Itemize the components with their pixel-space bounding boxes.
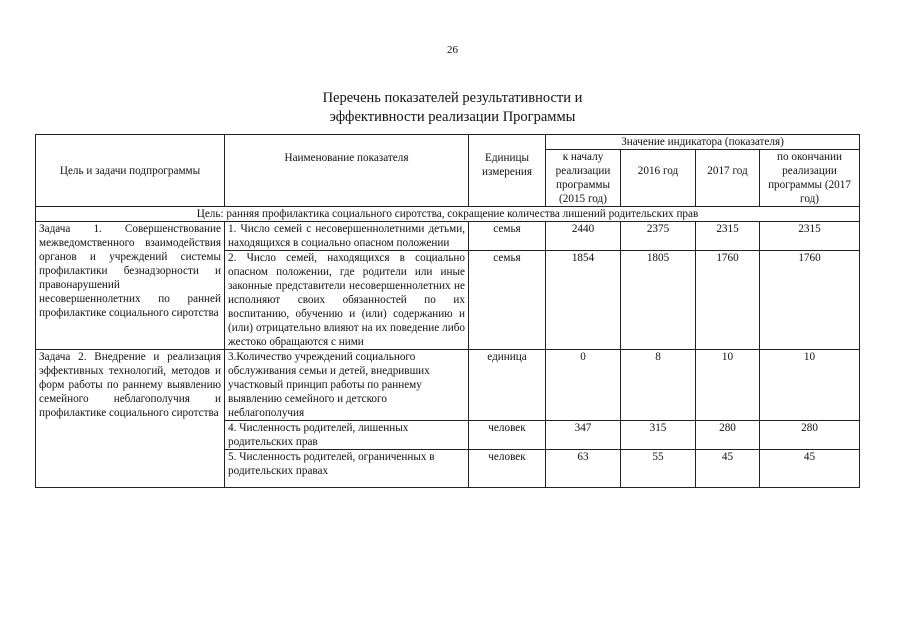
value-end: 280 [760,421,860,450]
value-2016: 8 [621,350,696,421]
title-line-1: Перечень показателей результативности и [322,90,583,106]
indicator-name: 5. Численность родителей, ограниченных в родительских правах [225,450,469,488]
value-2017: 2315 [696,222,760,251]
value-start: 1854 [546,251,621,350]
value-start: 347 [546,421,621,450]
header-start: к началу реализации программы (2015 год) [546,150,621,207]
value-2016: 2375 [621,222,696,251]
value-start: 63 [546,450,621,488]
indicator-name: 4. Численность родителей, лишенных родительских прав [225,421,469,450]
task-2-cell: Задача 2. Внедрение и реализация эффективных технологий, методов и форм работы по раннему выявлению семейного неблагополучия и профилактике социального сиротства [36,350,225,488]
header-2016: 2016 год [621,150,696,207]
value-start: 0 [546,350,621,421]
header-end: по окончании реализации программы (2017 год) [760,150,860,207]
indicator-unit: человек [469,450,546,488]
header-indicator-name: Наименование показателя [225,135,469,207]
value-2016: 1805 [621,251,696,350]
page-number: 26 [447,44,458,56]
value-2016: 55 [621,450,696,488]
indicator-unit: семья [469,222,546,251]
value-end: 45 [760,450,860,488]
value-2016: 315 [621,421,696,450]
indicators-table [35,134,860,488]
indicator-name: 3.Количество учреждений социального обслуживания семьи и детей, внедривших участковый принцип работы по раннему выявлению семейного и детского неблагополучия [225,350,469,421]
header-2017: 2017 год [696,150,760,207]
value-2017: 1760 [696,251,760,350]
indicator-unit: единица [469,350,546,421]
value-2017: 45 [696,450,760,488]
value-end: 1760 [760,251,860,350]
value-start: 2440 [546,222,621,251]
title-line-2: эффективности реализации Программы [329,109,576,125]
header-goal-tasks: Цель и задачи подпрограммы [36,135,225,207]
header-units: Единицы измерения [469,135,546,207]
indicator-name: 1. Число семей с несовершеннолетними детьми, находящихся в социально опасном положении [225,222,469,251]
task-1-cell: Задача 1. Совершенствование межведомственного взаимодействия органов и учреждений системы профилактики безнадзорности и правонарушений несовершеннолетних по ранней профилактике социального сиротства [36,222,225,350]
header-value-group: Значение индикатора (показателя) [546,135,860,150]
indicator-name: 2. Число семей, находящихся в социально опасном положении, где родители или иные законные представители несовершеннолетних не исполняют своих обязанностей по их воспитанию, обучению и (или) содержанию и (или) отрицательно влияют на их поведение либо жестоко обращаются с ними [225,251,469,350]
table-row [36,350,860,421]
value-2017: 280 [696,421,760,450]
indicator-unit: семья [469,251,546,350]
table-row [36,222,860,251]
document-title [0,89,905,127]
value-2017: 10 [696,350,760,421]
value-end: 10 [760,350,860,421]
goal-row: Цель: ранняя профилактика социального сиротства, сокращение количества лишений родительских прав [36,207,860,222]
indicator-unit: человек [469,421,546,450]
value-end: 2315 [760,222,860,251]
